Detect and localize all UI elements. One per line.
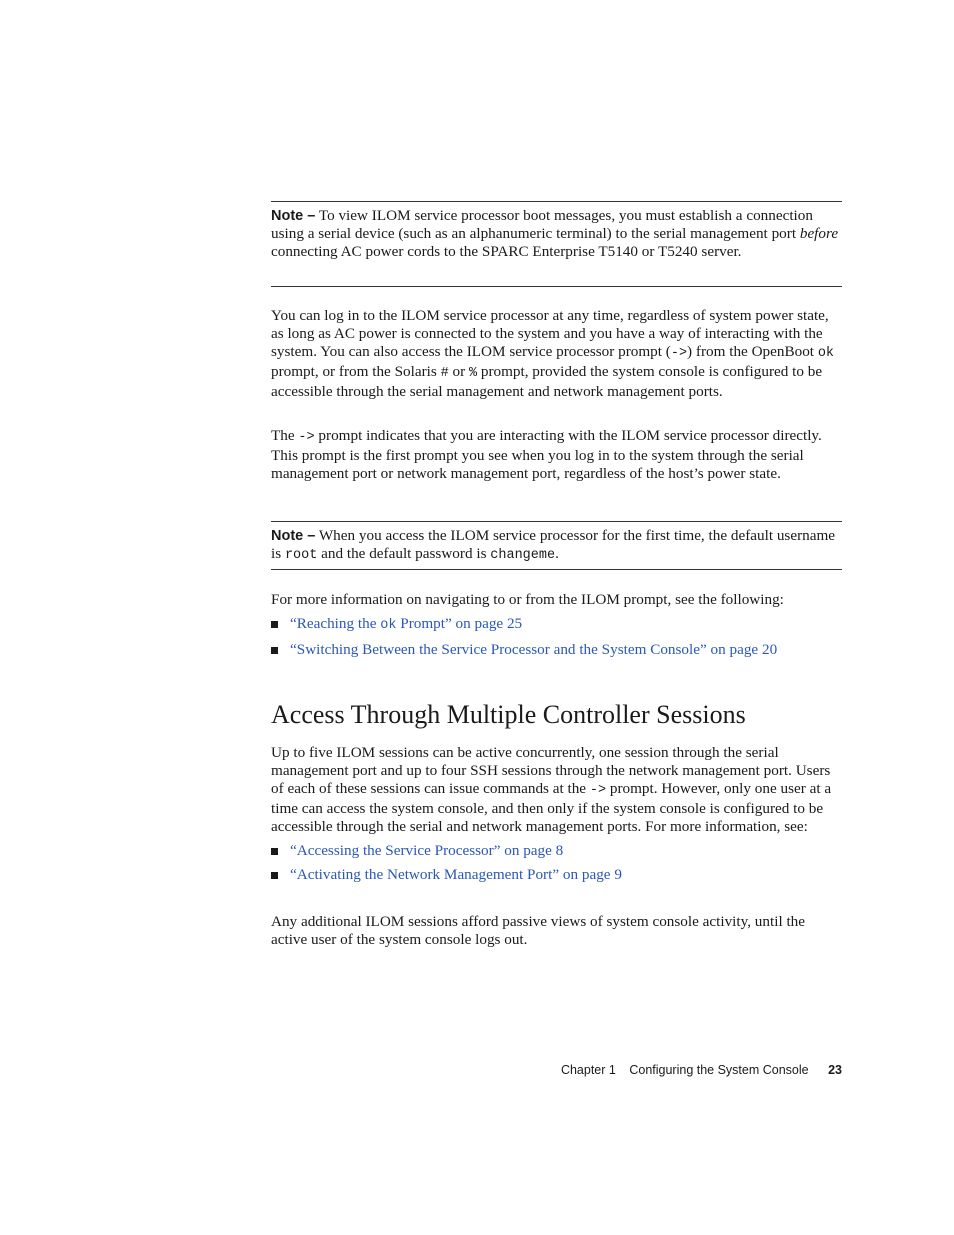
- list-item: [271, 842, 842, 860]
- section-heading: [271, 700, 842, 730]
- bullet-icon: [271, 621, 278, 628]
- list-item: [271, 615, 842, 635]
- code-ok: ok: [817, 346, 835, 361]
- paragraph-login: You can log in to the ILOM service processor at any time, regardless of system power state, as long as AC power is connected to the system and you have a way of interacting with the system. You can also access the ILOM service processor prompt (->) from the OpenBoot ok prompt, or from the Solaris # or % prompt, provided the system console is configured to be accessible through the serial management and network management ports.: [271, 307, 835, 400]
- code-prompt: ->: [670, 346, 688, 361]
- bullet-icon: [271, 872, 278, 879]
- page-number: 23: [828, 1063, 842, 1077]
- link-activating-net-port[interactable]: “Activating the Network Management Port” on page 9: [290, 866, 622, 883]
- code-changeme: changeme: [490, 548, 556, 563]
- emphasis-before: before: [799, 225, 839, 242]
- link-switching-sp-console[interactable]: “Switching Between the Service Processor and the System Console” on page 20: [290, 641, 778, 658]
- link-accessing-sp[interactable]: “Accessing the Service Processor” on page 8: [290, 842, 564, 859]
- code-root: root: [284, 548, 318, 563]
- page-title: Access Through Multiple Controller Sessions: [271, 700, 746, 729]
- note-top-rule: [271, 521, 842, 522]
- note-text: Note – To view ILOM service processor boot messages, you must establish a connection using a serial device (such as an alphanumeric terminal) to the serial management port before connecting AC power cords to the SPARC Enterprise T5140 or T5240 server.: [271, 207, 839, 260]
- note-box: [271, 527, 842, 565]
- paragraph-additional-sessions: Any additional ILOM sessions afford passive views of system console activity, until the active user of the system console logs out.: [271, 913, 806, 948]
- note-label: Note –: [271, 208, 316, 224]
- bullet-icon: [271, 848, 278, 855]
- link-reaching-ok-prompt[interactable]: “Reaching the ok Prompt” on page 25: [290, 615, 523, 633]
- paragraph-prompt: The -> prompt indicates that you are interacting with the ILOM service processor directly. This prompt is the first prompt you see when you log in to the system through the serial management port or network management port, regardless of the host’s power state.: [271, 427, 822, 482]
- paragraph-sessions: Up to five ILOM sessions can be active concurrently, one session through the serial management port and up to four SSH sessions through the network management port. Users of each of these sessions can issue commands at the -> prompt. However, only one user at a time can access the system console, and then only if the system console is configured to be accessible through the serial and network management ports. For more information, see: “Accessing the Service Processor” on page 8 “Activating the Network Management Port” on page 9: [271, 744, 842, 890]
- note-bottom-rule: [271, 569, 842, 570]
- code-hash: #: [440, 366, 449, 381]
- note-box: [271, 207, 842, 261]
- note-label: Note –: [271, 528, 316, 544]
- list-item: [271, 866, 842, 884]
- code-prompt: ->: [589, 783, 607, 798]
- footer-chapter: Chapter 1: [560, 1063, 616, 1077]
- note-text: Note – When you access the ILOM service processor for the first time, the default username is root and the default password is changeme.: [271, 527, 836, 563]
- link-list: [271, 842, 842, 884]
- list-item: [271, 641, 842, 659]
- note-top-rule: [271, 201, 842, 202]
- note-bottom-rule: [271, 286, 842, 287]
- footer-title: Configuring the System Console: [629, 1063, 809, 1077]
- link-list: [271, 615, 842, 659]
- paragraph-more-info: For more information on navigating to or from the ILOM prompt, see the following: “Reaching the ok Prompt” on page 25 “Switching Between the Service Processor and the System Console” on page 20: [271, 591, 842, 665]
- bullet-icon: [271, 647, 278, 654]
- code-percent: %: [468, 366, 478, 381]
- page-footer: [561, 1063, 842, 1077]
- code-prompt: ->: [298, 430, 315, 445]
